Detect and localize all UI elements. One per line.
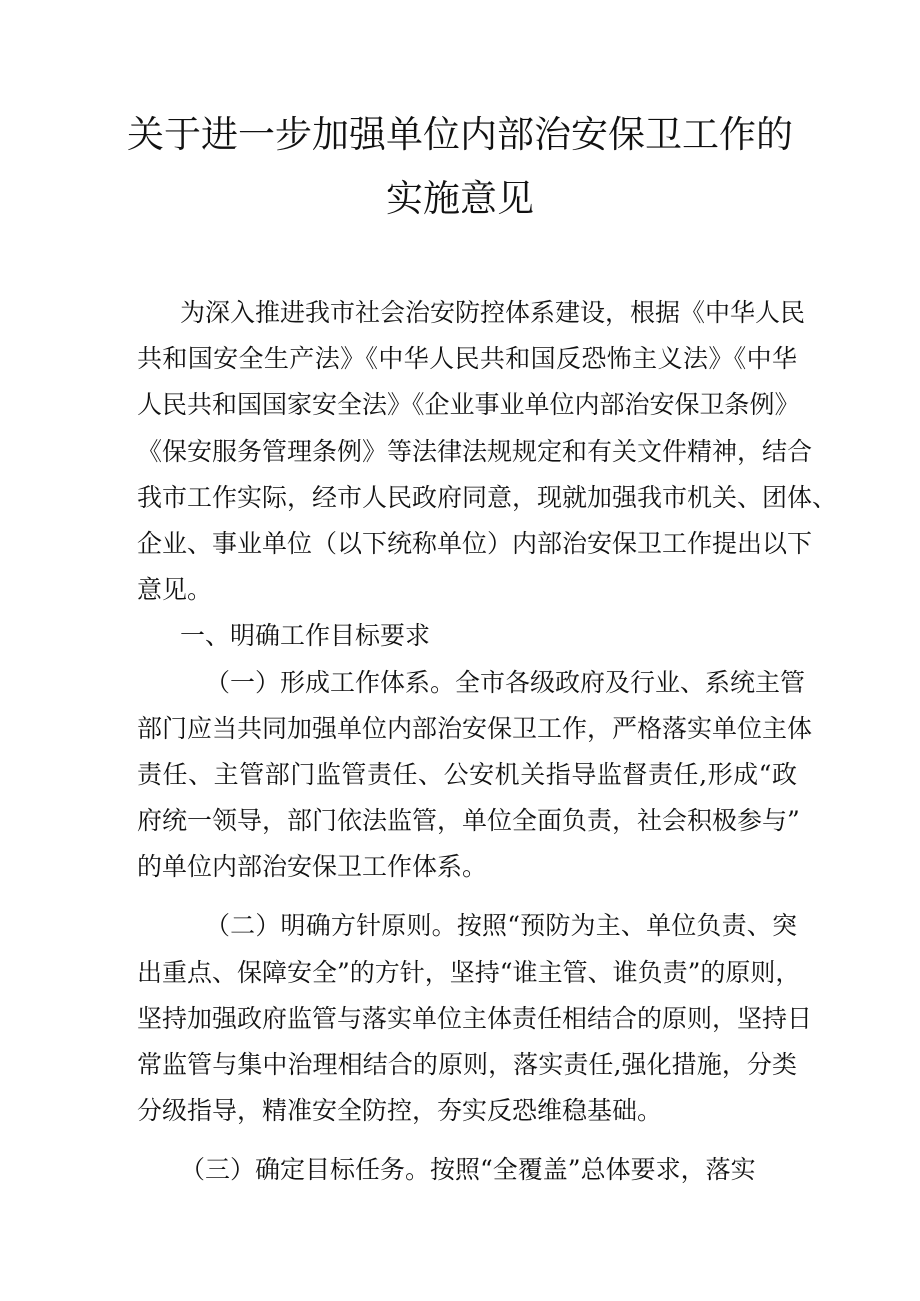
document-title-line-2: 实施意见: [386, 177, 534, 220]
paragraph: [137, 660, 813, 891]
paragraph-line: 意见。: [137, 575, 213, 605]
paragraph-line: 共和国安全生产法》《中华人民共和国反恐怖主义法》《中华: [137, 344, 797, 374]
paragraph-line: 部门应当共同加强单位内部治安保卫工作，严格落实单位主体: [137, 713, 813, 743]
paragraph: [137, 290, 838, 613]
paragraph-line: 坚持加强政府监管与落实单位主体责任相结合的原则，坚持日: [137, 1003, 813, 1033]
paragraph-line: （三）确定目标任务。按照“全覆盖”总体要求，落实: [180, 1155, 756, 1185]
paragraph-line: （一）形成工作体系。全市各级政府及行业、系统主管: [205, 667, 806, 697]
paragraph: [137, 613, 797, 659]
paragraph-line: 《保安服务管理条例》等法律法规规定和有关文件精神，结合: [137, 436, 813, 466]
paragraph: [137, 1147, 797, 1193]
document-body: [137, 290, 838, 1194]
document-title-line-1: 关于进一步加强单位内部治安保卫工作的: [127, 113, 793, 156]
paragraph-line: 一、明确工作目标要求: [180, 621, 431, 651]
paragraph-line: 出重点、保障安全”的方针，坚持“谁主管、谁负责”的原则，: [137, 957, 801, 987]
paragraph: [137, 903, 813, 1134]
paragraph-line: （二）明确方针原则。按照“预防为主、单位负责、突: [205, 911, 797, 941]
paragraph-line: 常监管与集中治理相结合的原则，落实责任,强化措施，分类: [137, 1050, 797, 1079]
paragraph-line: 为深入推进我市社会治安防控体系建设，根据《中华人民: [180, 298, 806, 327]
paragraph-line: 责任、主管部门监管责任、公安机关指导监督责任,形成“政: [137, 759, 797, 789]
paragraph-line: 的单位内部治安保卫工作体系。: [137, 852, 488, 882]
paragraph-line: 我市工作实际，经市人民政府同意，现就加强我市机关、团体、: [137, 482, 838, 512]
paragraph-line: 人民共和国国家安全法》《企业事业单位内部治安保卫条例》: [137, 390, 800, 420]
paragraph-line: 企业、事业单位（以下统称单位）内部治安保卫工作提出以下: [137, 528, 813, 558]
paragraph-line: 府统一领导，部门依法监管，单位全面负责，社会积极参与”: [137, 806, 800, 836]
paragraph-line: 分级指导，精准安全防控，夯实反恐维稳基础。: [137, 1096, 663, 1126]
